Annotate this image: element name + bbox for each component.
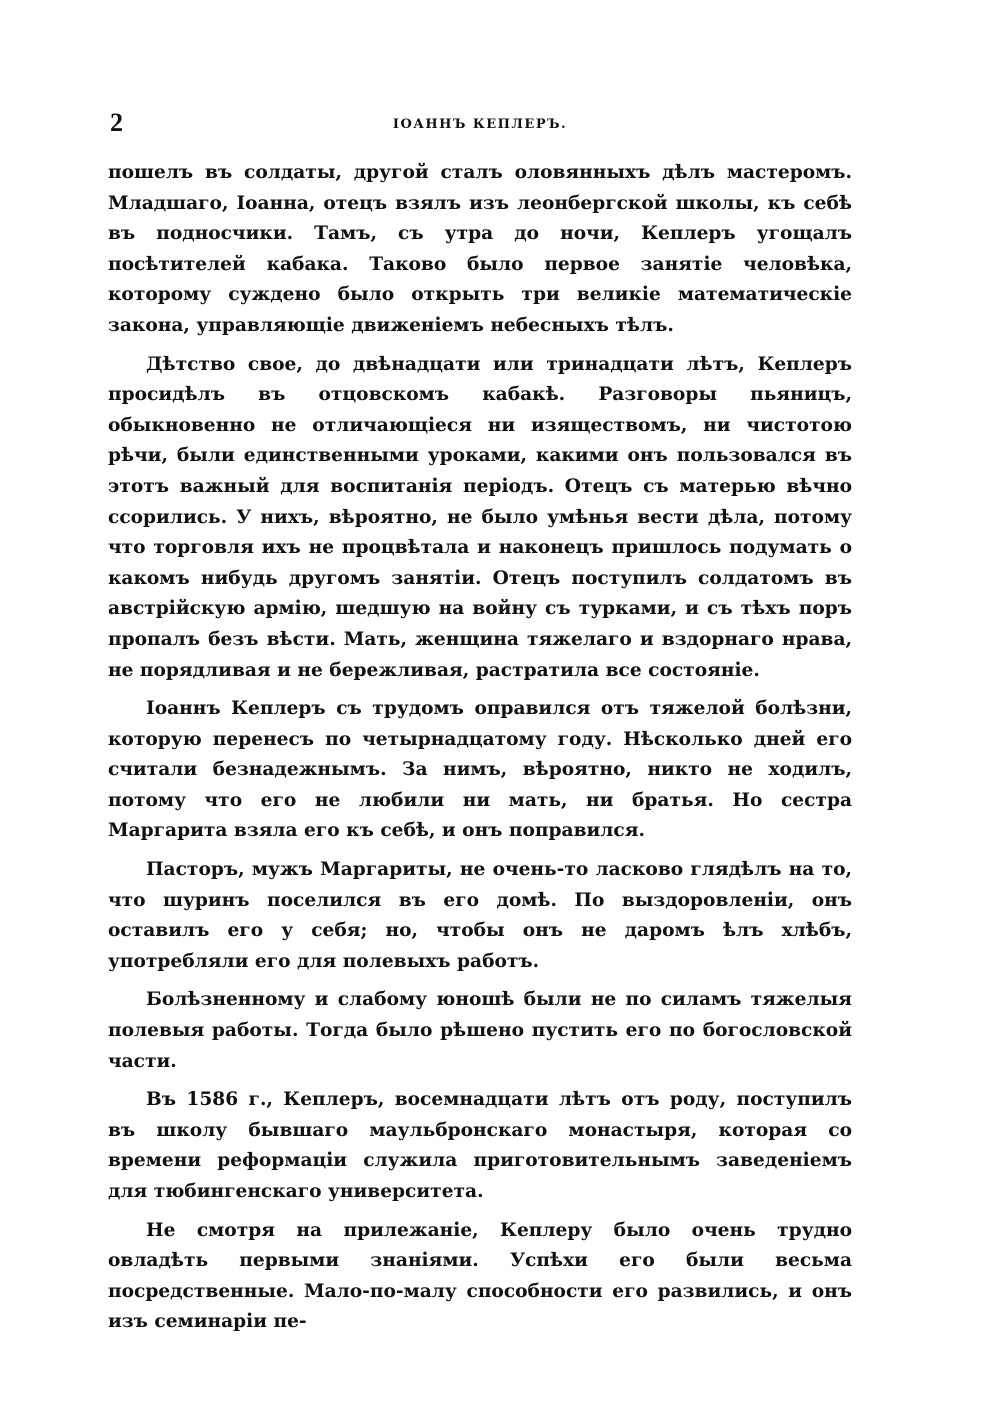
paragraph-2: Дѣтство свое, до двѣнадцати или тринадцати лѣтъ, Кеплеръ просидѣлъ въ отцовскомъ кабакѣ. Разговоры пьяницъ, обыкновенно не отличающіеся ни изяществомъ, ни чистотою рѣчи, были единственными уроками, какими онъ пользовался въ этотъ важный для воспитанія періодъ. Отецъ съ матерью вѣчно ссорились. У нихъ, вѣроятно, не было умѣнья вести дѣла, потому что торговля ихъ не процвѣтала и наконецъ пришлось подумать о какомъ нибудь другомъ занятіи. Отецъ поступилъ солдатомъ въ австрійскую армію, шедшую на войну съ турками, и съ тѣхъ поръ пропалъ безъ вѣсти. Мать, женщина тяжелаго и вздорнаго нрава, не порядливая и не бережливая, растратила все состояніе. [108, 353, 852, 681]
paragraph-4: Пасторъ, мужъ Маргариты, не очень-то ласково глядѣлъ на то, что шуринъ поселился въ его домѣ. По выздоровленіи, онъ оставилъ его у себя; но, чтобы онъ не даромъ ѣлъ хлѣбъ, употребляли его для полевыхъ работъ. [108, 859, 852, 972]
page-number: 2 [110, 108, 123, 137]
paragraph-1: пошелъ въ солдаты, другой сталъ оловянныхъ дѣлъ мастеромъ. Младшаго, Іоанна, отецъ взялъ изъ леонбергской школы, къ себѣ въ подносчики. Тамъ, съ утра до ночи, Кеплеръ угощалъ посѣтителей кабака. Таково было первое занятіе человѣка, которому суждено было открыть три великіе математическіе закона, управляющіе движеніемъ небесныхъ тѣлъ. [108, 162, 852, 336]
paragraph-7: Не смотря на прилежаніе, Кеплеру было очень трудно овладѣть первыми знаніями. Успѣхи его были весьма посредственные. Мало-по-малу способности его развились, и онъ изъ семинаріи пе- [108, 1219, 852, 1333]
paragraph-5: Болѣзненному и слабому юношѣ были не по силамъ тяжелыя полевыя работы. Тогда было рѣшено пустить его по богословской части. [108, 989, 852, 1072]
running-title: ІОАННЪ КЕПЛЕРЪ. [392, 117, 568, 132]
running-head [108, 108, 852, 148]
book-page [108, 108, 852, 1346]
body-text [108, 158, 852, 1338]
paragraph-3: Іоаннъ Кеплеръ съ трудомъ оправился отъ тяжелой болѣзни, которую перенесъ по четырнадцатому году. Нѣсколько дней его считали безнадежнымъ. За нимъ, вѣроятно, никто не ходилъ, потому что его не любили ни мать, ни братья. Но сестра Маргарита взяла его къ себѣ, и онъ поправился. [108, 698, 852, 842]
paragraph-6: Въ 1586 г., Кеплеръ, восемнадцати лѣтъ отъ роду, поступилъ въ школу бывшаго маульбронскаго монастыря, которая со времени реформаціи служила приготовительнымъ заведеніемъ для тюбингенскаго университета. [108, 1089, 852, 1202]
